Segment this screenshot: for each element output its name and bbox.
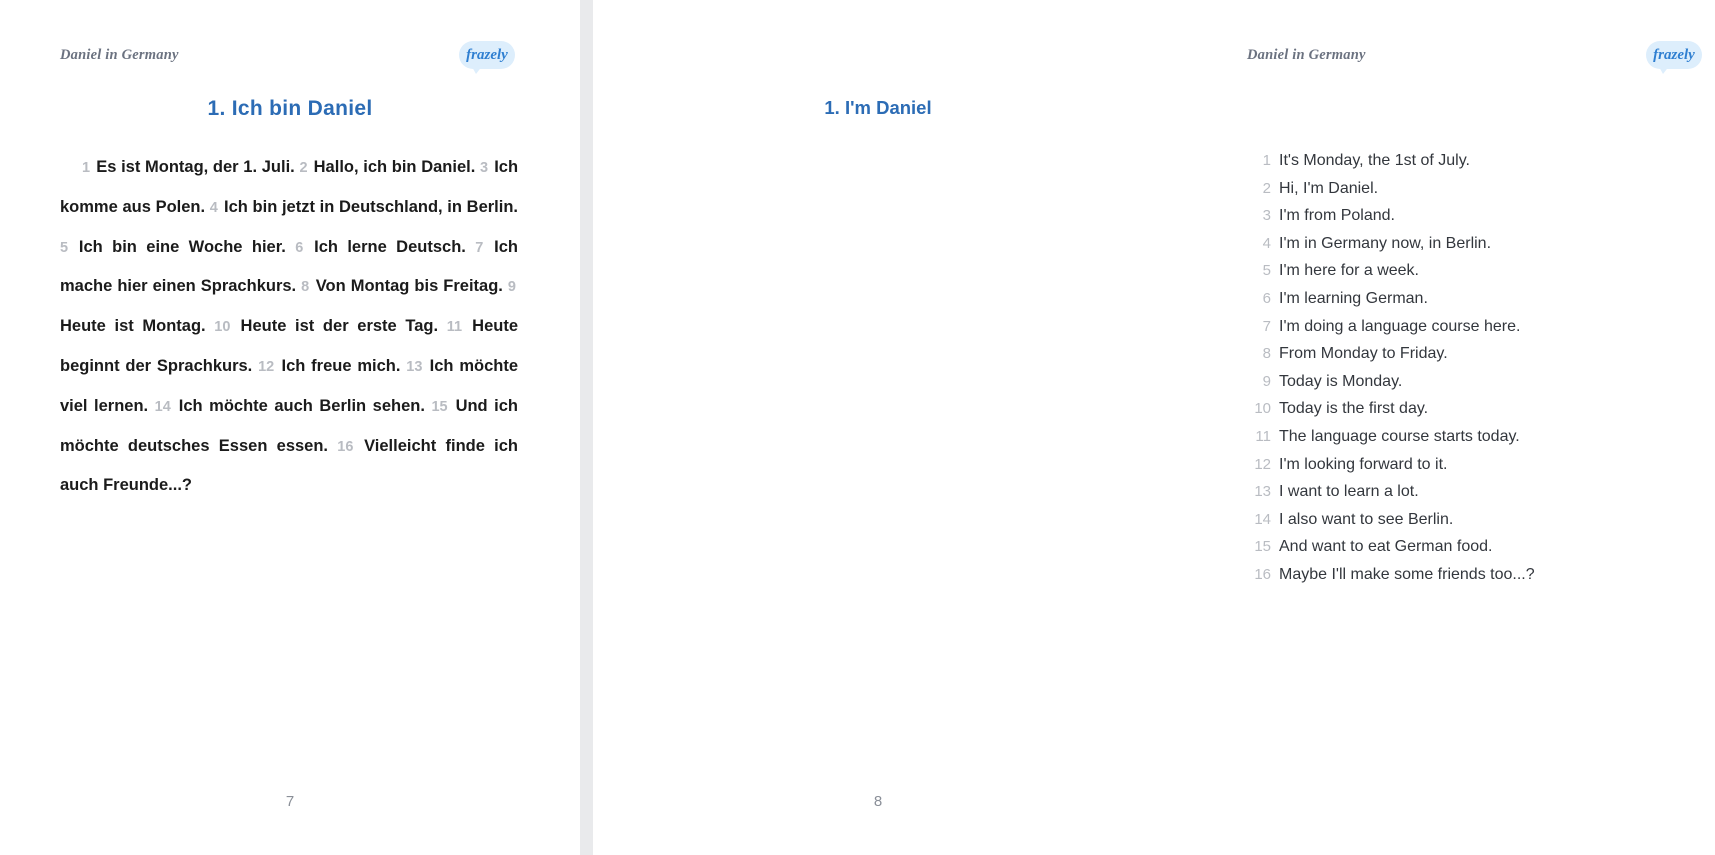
sentence-number: 10 <box>214 319 239 336</box>
list-item <box>1245 456 1715 484</box>
list-item <box>1245 290 1715 318</box>
sentence-text: Hallo, ich bin Daniel. <box>313 158 480 176</box>
sentence-number: 11 <box>1255 427 1271 445</box>
sentence-number: 1 <box>1262 152 1271 169</box>
list-item <box>1245 262 1715 290</box>
sentence-text: Heute ist Montag. <box>60 317 215 336</box>
sentence-segment <box>301 277 508 295</box>
body-text-german <box>60 148 518 505</box>
sentence-number: 8 <box>1262 345 1271 363</box>
sentence-text: I'm looking forward to it. <box>1279 455 1448 473</box>
sentence-text: Vielleicht finde ich auch Freunde...? <box>60 436 518 495</box>
sentence-text: I'm in Germany now, in Berlin. <box>1279 234 1492 252</box>
sentence-number: 13 <box>406 358 428 375</box>
frazely-logo-right <box>1646 41 1702 75</box>
sentence-segment <box>60 238 295 256</box>
sentence-text: Es ist Montag, der 1. Juli. <box>96 158 300 176</box>
page-title-left: 1. Ich bin Daniel <box>207 97 373 120</box>
sentence-number: 11 <box>446 319 471 336</box>
sentence-number: 6 <box>295 239 313 256</box>
sentence-number: 2 <box>1262 179 1271 197</box>
sentence-number: 4 <box>209 199 222 216</box>
sentence-text: From Monday to Friday. <box>1279 345 1448 363</box>
list-item <box>1245 345 1715 373</box>
list-item <box>1245 400 1715 428</box>
sentence-number: 6 <box>1262 289 1271 307</box>
sentence-number: 10 <box>1254 400 1271 418</box>
frazely-logo-left <box>459 41 515 75</box>
sentence-number: 3 <box>479 160 493 176</box>
sentence-text: The language course starts today. <box>1279 427 1520 445</box>
sentence-text: It's Monday, the 1st of July. <box>1279 152 1470 169</box>
sentence-segment <box>214 317 446 335</box>
list-item <box>1245 180 1715 208</box>
sentence-number: 7 <box>1262 317 1271 335</box>
sentence-text: I'm doing a language course here. <box>1279 317 1521 335</box>
sentence-number: 12 <box>1254 455 1271 473</box>
sentence-number: 3 <box>1262 207 1271 225</box>
sentence-text: Hi, I'm Daniel. <box>1279 179 1379 197</box>
sentence-number: 5 <box>60 239 77 256</box>
list-item <box>1245 428 1715 456</box>
sentence-number: 1 <box>82 160 95 176</box>
sentence-number: 5 <box>1262 262 1271 280</box>
sentence-text: Heute beginnt der Sprachkurs. <box>60 317 518 375</box>
sentence-text: Ich komme aus Polen. <box>60 158 519 216</box>
sentence-number: 16 <box>1254 565 1271 583</box>
sentence-number: 15 <box>431 398 454 415</box>
sentence-text: I'm here for a week. <box>1279 262 1419 280</box>
sentence-number: 14 <box>154 398 177 415</box>
sentence-text: I want to learn a lot. <box>1279 483 1419 501</box>
page-gutter <box>580 0 593 855</box>
sentence-segment <box>299 158 480 176</box>
running-head-left: Daniel in Germany <box>60 47 179 63</box>
sentence-number: 14 <box>1254 510 1271 528</box>
sentence-segment <box>82 158 299 176</box>
sentence-text: Maybe I'll make some friends too...? <box>1279 565 1535 583</box>
running-head-right: Daniel in Germany <box>1247 47 1366 63</box>
list-item <box>1245 235 1715 263</box>
sentence-number: 15 <box>1254 538 1271 556</box>
list-item <box>1245 566 1715 594</box>
sentence-text: Ich lerne Deutsch. <box>314 237 476 256</box>
page-title-right: 1. I'm Daniel <box>824 97 932 118</box>
sentence-segment <box>295 238 475 256</box>
sentence-text: I also want to see Berlin. <box>1279 510 1454 528</box>
sentence-text: Und ich möchte deutsches Essen essen. <box>60 396 518 455</box>
sentence-number: 4 <box>1262 234 1271 252</box>
page-right <box>593 0 1695 855</box>
sentence-number: 7 <box>475 239 493 256</box>
list-item <box>1245 318 1715 346</box>
sentence-text: Today is the first day. <box>1279 400 1429 418</box>
sentence-text: Ich möchte viel lernen. <box>60 356 518 415</box>
sentence-text: Ich bin eine Woche hier. <box>78 237 296 256</box>
sentence-text: Today is Monday. <box>1279 372 1403 390</box>
sentence-text: Ich bin jetzt in Deutschland, in Berlin. <box>224 197 519 216</box>
sentence-text: And want to eat German food. <box>1279 538 1493 556</box>
sentence-number: 9 <box>507 279 516 296</box>
body-text-english <box>1245 152 1715 594</box>
list-item <box>1245 373 1715 401</box>
brand-wordmark: frazely <box>466 47 508 63</box>
sentence-segment <box>210 198 518 216</box>
list-item <box>1245 511 1715 539</box>
sentence-text: Ich möchte auch Berlin sehen. <box>178 396 432 415</box>
page-left <box>0 0 580 855</box>
sentence-text: Ich freue mich. <box>281 356 407 375</box>
sentence-number: 8 <box>301 279 314 296</box>
sentence-text: Ich mache hier einen Sprachkurs. <box>60 237 518 296</box>
sentence-segment <box>155 397 432 415</box>
sentence-number: 2 <box>299 160 312 176</box>
sentence-number: 12 <box>258 358 280 375</box>
sentence-text: I'm learning German. <box>1279 289 1428 307</box>
list-item <box>1245 538 1715 566</box>
sentence-segment <box>258 357 406 375</box>
list-item <box>1245 207 1715 235</box>
sentence-number: 9 <box>1262 372 1271 390</box>
folio-right: 8 <box>873 793 883 810</box>
brand-wordmark: frazely <box>1653 47 1695 63</box>
sentence-text: Heute ist der erste Tag. <box>240 317 447 336</box>
sentence-text: Von Montag bis Freitag. <box>315 277 508 296</box>
list-item <box>1245 483 1715 511</box>
sentence-number: 13 <box>1254 483 1271 501</box>
sentence-number: 16 <box>337 438 363 455</box>
list-item <box>1245 152 1715 180</box>
sentence-text: I'm from Poland. <box>1279 207 1395 225</box>
folio-left: 7 <box>285 793 295 810</box>
